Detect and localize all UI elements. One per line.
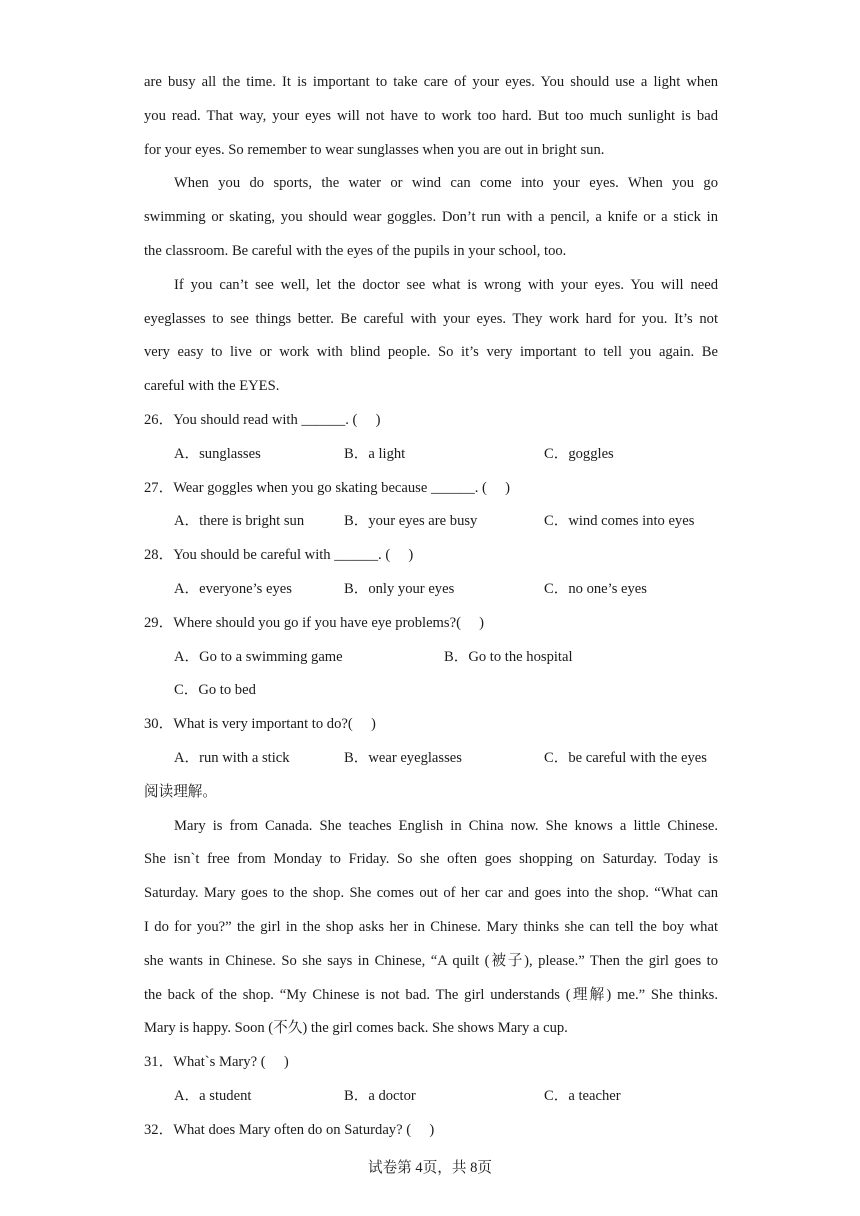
option-b[interactable]: B．Go to the hospital <box>444 648 573 665</box>
option-c[interactable]: C．goggles <box>544 445 614 462</box>
question-28: 28．You should be careful with ______. ( ) <box>144 547 414 564</box>
passage1-paragraph-2 <box>144 167 718 268</box>
question-27: 27．Wear goggles when you go skating because ______. ( ) <box>144 479 511 496</box>
question-30-options <box>144 742 718 776</box>
option-b[interactable]: B．a doctor <box>344 1087 416 1104</box>
option-a[interactable]: A．sunglasses <box>174 445 261 462</box>
question-31: 31．What`s Mary? ( ) <box>144 1054 289 1071</box>
question-29: 29．Where should you go if you have eye problems?( ) <box>144 614 485 631</box>
text-line: very easy to live or work with blind people. So it’s very important to tell you again. Be <box>144 344 718 361</box>
option-c[interactable]: C．Go to bed <box>174 682 256 699</box>
question-28-options <box>144 573 718 607</box>
section-heading: 阅读理解。 <box>144 783 217 800</box>
option-a[interactable]: A．everyone’s eyes <box>174 580 292 597</box>
text-line: I do for you?” the girl in the shop asks her in Chinese. Mary thinks she can tell the boy what <box>144 918 718 935</box>
option-c[interactable]: C．wind comes into eyes <box>544 513 695 530</box>
option-a[interactable]: A．there is bright sun <box>174 513 305 530</box>
question-27-options <box>144 505 718 539</box>
passage1-paragraph-1 <box>144 66 718 167</box>
question-32: 32．What does Mary often do on Saturday? ( ) <box>144 1121 435 1138</box>
text-line: are busy all the time. It is important to take care of your eyes. You should use a light when <box>144 74 718 90</box>
passage2-paragraph <box>144 810 718 1047</box>
question-31-options <box>144 1080 718 1114</box>
text-line: you read. That way, your eyes will not have to work too hard. But too much sunlight is bad <box>144 107 718 124</box>
option-a[interactable]: A．run with a stick <box>174 749 290 766</box>
page-content <box>144 66 718 1148</box>
text-line: She isn`t free from Monday to Friday. So she often goes shopping on Saturday. Today is <box>144 851 718 868</box>
text-line: If you can’t see well, let the doctor see what is wrong with your eyes. You will need <box>174 276 718 293</box>
question-26-options <box>144 438 718 472</box>
option-b[interactable]: B．your eyes are busy <box>344 513 478 530</box>
text-line: she wants in Chinese. So she says in Chinese, “A quilt (被子), please.” Then the girl goes to <box>144 952 718 969</box>
text-line: the back of the shop. “My Chinese is not bad. The girl understands (理解) me.” She thinks. <box>144 986 718 1003</box>
option-b[interactable]: B．a light <box>344 445 406 462</box>
question-29-options-row-1 <box>144 641 718 675</box>
text-line: for your eyes. So remember to wear sunglasses when you are out in bright sun. <box>144 141 605 158</box>
text-line: Mary is happy. Soon (不久) the girl comes back. She shows Mary a cup. <box>144 1020 568 1037</box>
option-b[interactable]: B．only your eyes <box>344 580 455 597</box>
text-line: the classroom. Be careful with the eyes of the pupils in your school, too. <box>144 242 567 259</box>
option-a[interactable]: A．a student <box>174 1087 252 1104</box>
option-c[interactable]: C．be careful with the eyes <box>544 749 707 766</box>
page-footer: 试卷第 4页，共 8页 <box>367 1160 493 1176</box>
text-line: eyeglasses to see things better. Be careful with your eyes. They work hard for you. It’s not <box>144 310 718 327</box>
option-a[interactable]: A．Go to a swimming game <box>174 648 343 665</box>
passage1-paragraph-3 <box>144 269 718 404</box>
option-b[interactable]: B．wear eyeglasses <box>344 749 462 766</box>
question-29-options-row-2 <box>144 674 718 708</box>
text-line: swimming or skating, you should wear goggles. Don’t run with a pencil, a knife or a stick in <box>144 209 718 226</box>
question-26: 26．You should read with ______. ( ) <box>144 411 381 428</box>
option-c[interactable]: C．a teacher <box>544 1087 621 1104</box>
question-30: 30．What is very important to do?( ) <box>144 716 376 733</box>
text-line: Mary is from Canada. She teaches English in China now. She knows a little Chinese. <box>174 817 718 834</box>
text-line: Saturday. Mary goes to the shop. She comes out of her car and goes into the shop. “What can <box>144 885 718 902</box>
text-line: When you do sports, the water or wind can come into your eyes. When you go <box>174 175 718 192</box>
text-line: careful with the EYES. <box>144 378 280 395</box>
option-c[interactable]: C．no one’s eyes <box>544 580 647 597</box>
